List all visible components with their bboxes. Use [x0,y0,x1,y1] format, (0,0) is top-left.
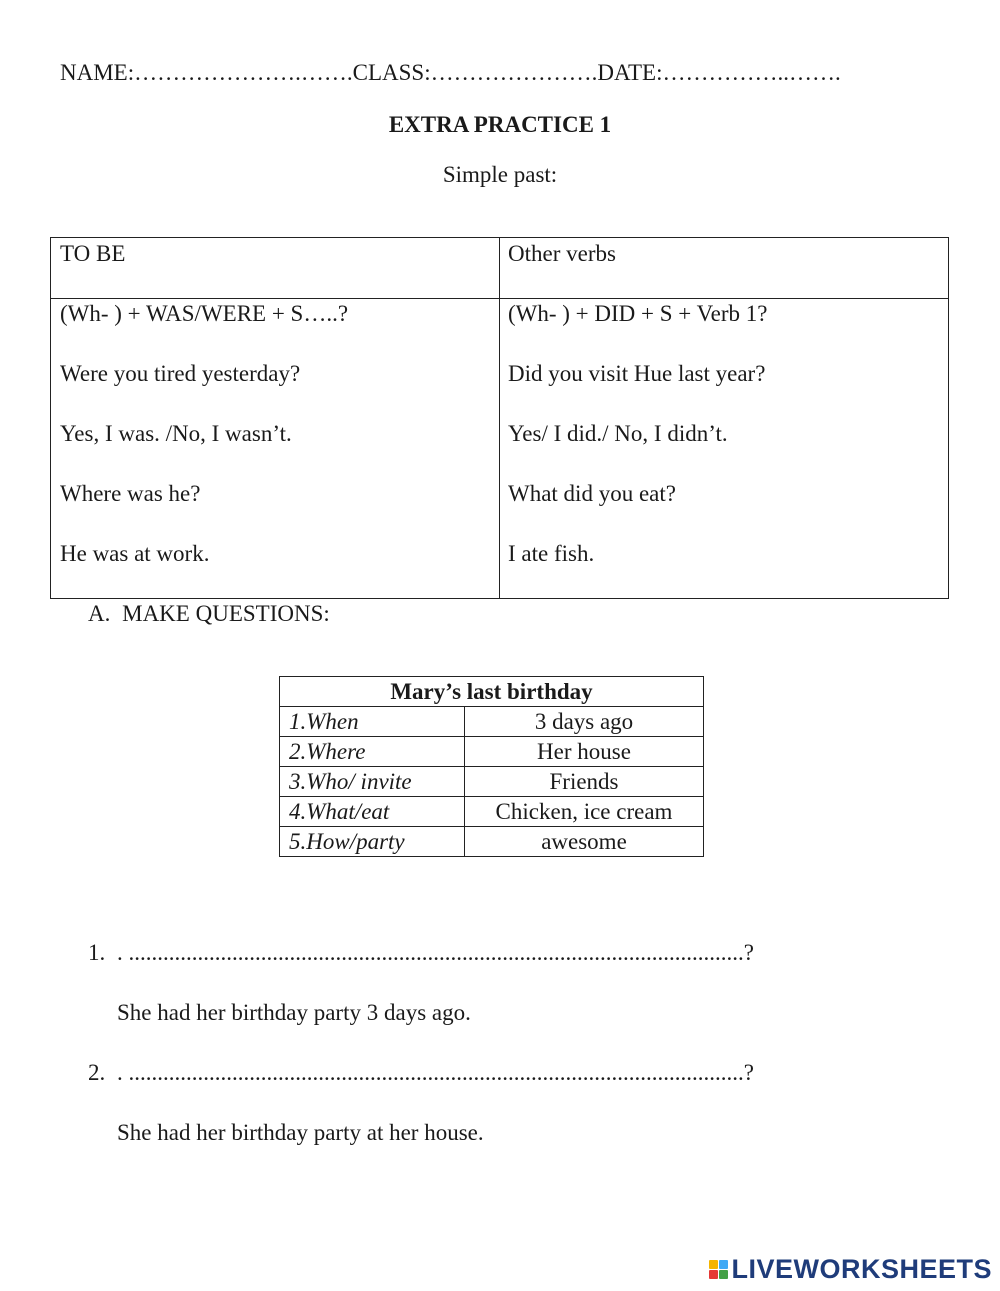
other-verbs-row: Yes/ I did./ No, I didn’t. [508,421,728,446]
table-row [280,767,704,797]
info-answer: Chicken, ice cream [465,797,704,827]
grammar-table [50,237,949,599]
info-prompt: 2.Where [280,737,465,767]
other-verbs-row: I ate fish. [508,541,595,566]
section-a-title: MAKE QUESTIONS: [122,601,330,626]
question-1-blank[interactable]: . ...........................................................................................................? [117,940,754,965]
liveworksheets-watermark [709,1254,992,1285]
question-1-number: 1. [88,940,106,965]
question-2-blank[interactable]: . ...........................................................................................................? [117,1060,754,1085]
section-a-label: A. [88,601,111,626]
question-2-number: 2. [88,1060,106,1085]
to-be-row: He was at work. [60,541,210,566]
other-verbs-header: Other verbs [508,241,616,266]
birthday-info-table [279,676,704,857]
header-fields: NAME:………………….…….CLASS:………………….DATE:……………..……. [60,60,841,85]
info-answer: Friends [465,767,704,797]
info-prompt: 3.Who/ invite [280,767,465,797]
question-1-answer: She had her birthday party 3 days ago. [117,1000,471,1025]
to-be-row: Where was he? [60,481,201,506]
table-divider-vertical [499,238,500,598]
to-be-header: TO BE [60,241,126,266]
table-divider-horizontal [51,298,948,299]
question-2-answer: She had her birthday party at her house. [117,1120,484,1145]
page-title: EXTRA PRACTICE 1 [388,112,612,137]
logo-square [709,1260,718,1269]
section-a-heading [88,601,330,627]
logo-square [709,1270,718,1279]
other-verbs-row: What did you eat? [508,481,676,506]
info-prompt: 1.When [280,707,465,737]
logo-square [719,1270,728,1279]
other-verbs-row: Did you visit Hue last year? [508,361,766,386]
info-prompt: 5.How/party [280,827,465,857]
to-be-row: Yes, I was. /No, I wasn’t. [60,421,292,446]
watermark-text: LIVEWORKSHEETS [731,1254,992,1284]
info-answer: awesome [465,827,704,857]
liveworksheets-logo-icon [709,1260,728,1279]
to-be-row: Were you tired yesterday? [60,361,301,386]
info-answer: 3 days ago [465,707,704,737]
info-table-title: Mary’s last birthday [280,677,704,707]
table-row [280,827,704,857]
info-prompt: 4.What/eat [280,797,465,827]
other-verbs-row: (Wh- ) + DID + S + Verb 1? [508,301,768,326]
page-subtitle: Simple past: [442,162,558,187]
table-row [280,707,704,737]
to-be-row: (Wh- ) + WAS/WERE + S…..? [60,301,349,326]
table-row [280,737,704,767]
table-row [280,797,704,827]
info-answer: Her house [465,737,704,767]
logo-square [719,1260,728,1269]
